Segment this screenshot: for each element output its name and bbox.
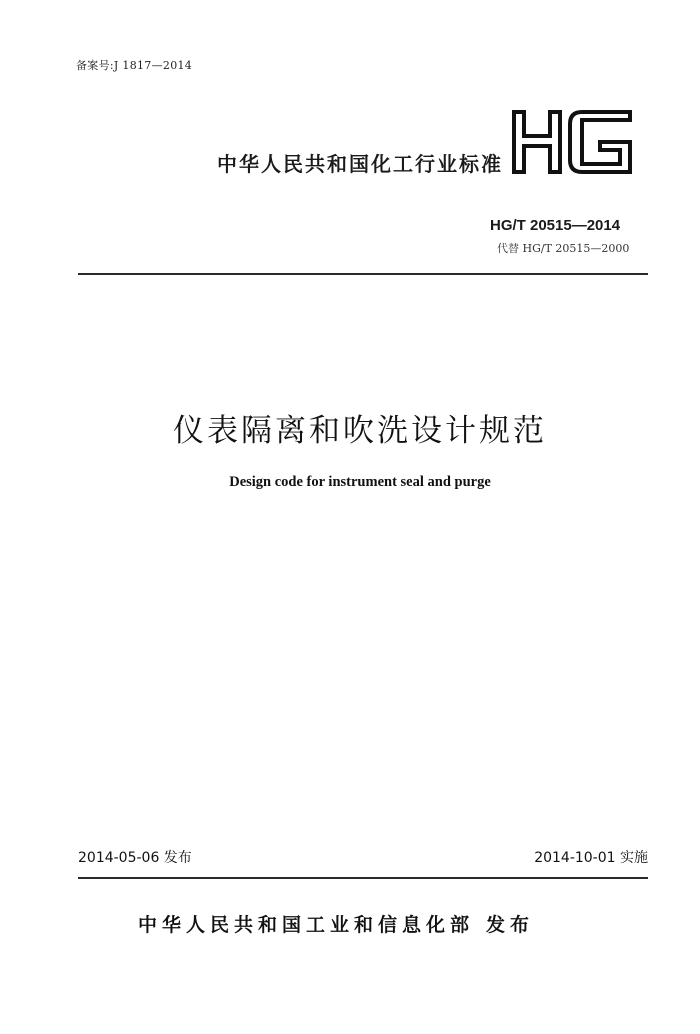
bottom-divider	[78, 877, 648, 879]
publisher-line	[138, 910, 534, 937]
hg-logo	[510, 108, 636, 176]
issue-date: 2014-05-06 发布	[78, 850, 192, 866]
record-number: 备案号:J 1817—2014	[76, 59, 193, 72]
publisher-verb: 发布	[486, 914, 535, 936]
replaces-standard: 代替 HG/T 20515—2000	[497, 242, 630, 255]
publisher-name: 中华人民共和国工业和信息化部	[138, 914, 475, 936]
document-title-cn: 仪表隔离和吹洗设计规范	[173, 413, 547, 449]
implementation-date: 2014-10-01 实施	[534, 850, 648, 866]
top-divider	[78, 273, 648, 275]
document-title-en: Design code for instrument seal and purge	[229, 474, 491, 490]
industry-standard-header: 中华人民共和国化工行业标准	[217, 152, 503, 176]
standard-number: HG/T 20515—2014	[490, 217, 621, 234]
